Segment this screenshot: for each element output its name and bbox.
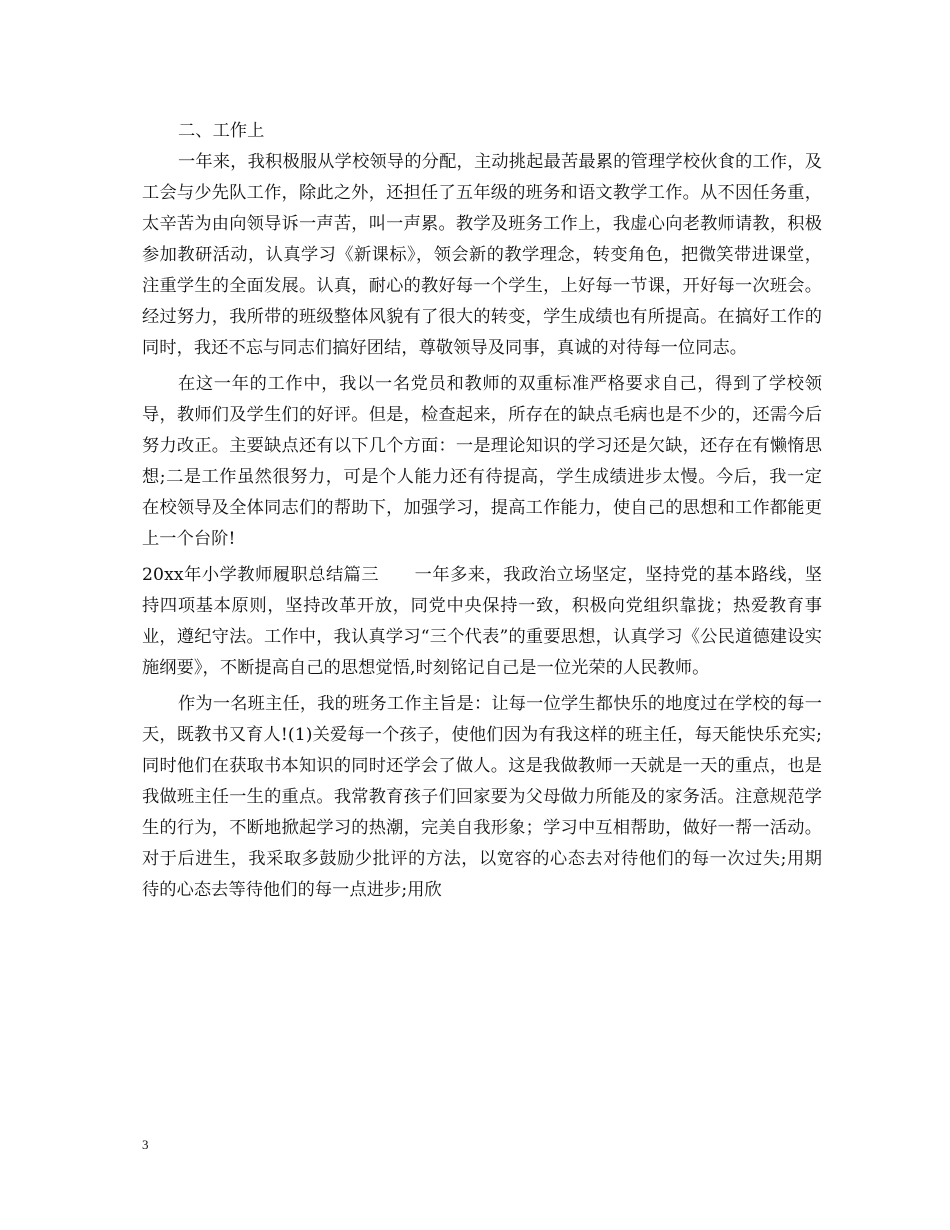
paragraph-shortcomings: 在这一年的工作中，我以一名党员和教师的双重标准严格要求自己，得到了学校领导，教师们及学生们的好评。但是，检查起来，所存在的缺点毛病也是不少的，还需今后努力改正。主要缺点还有以下几个方面：一是理论知识的学习还是欠缺，还存在有懒惰思想;二是工作虽然很努力，可是个人能力还有待提高，学生成绩进步太慢。今后，我一定在校领导及全体同志们的帮助下，加强学习，提高工作能力，使自己的思想和工作都能更上一个台阶! [142, 374, 822, 549]
page-number: 3 [142, 1137, 149, 1152]
paragraph-work-summary: 一年来，我积极服从学校领导的分配，主动挑起最苦最累的管理学校伙食的工作，及工会与少先队工作，除此之外，还担任了五年级的班务和语文教学工作。从不因任务重，太辛苦为由向领导诉一声苦，叫一声累。教学及班务工作上，我虚心向老教师请教，积极参加教研活动，认真学习《新课标》，领会新的教学理念，转变角色，把微笑带进课堂，注重学生的全面发展。认真，耐心的教好每一个学生，上好每一节课，开好每一次班会。经过努力，我所带的班级整体风貌有了很大的转变，学生成绩也有所提高。在搞好工作的同时，我还不忘与同志们搞好团结，尊敬领导及同事，真诚的对待每一位同志。 [142, 152, 822, 358]
paragraph-part-three: 20xx年小学教师履职总结篇三 一年多来，我政治立场坚定，坚持党的基本路线，坚持四项基本原则，坚持改革开放，同党中央保持一致，积极向党组织靠拢；热爱教育事业，遵纪守法。工作中，我认真学习“三个代表”的重要思想，认真学习《公民道德建设实施纲要》，不断提高自己的思想觉悟,时刻铭记自己是一位光荣的人民教师。 [142, 565, 822, 678]
section-heading: 二、工作上 [178, 121, 265, 141]
document-body [142, 116, 822, 906]
paragraph-class-teacher: 作为一名班主任，我的班务工作主旨是：让每一位学生都快乐的地度过在学校的每一天，既教书又育人!(1)关爱每一个孩子，使他们因为有我这样的班主任，每天能快乐充实;同时他们在获取书本知识的同时还学会了做人。这是我做教师一天就是一天的重点，也是我做班主任一生的重点。我常教育孩子们回家要为父母做力所能及的家务活。注意规范学生的行为，不断地掀起学习的热潮，完美自我形象；学习中互相帮助，做好一帮一活动。对于后进生，我采取多鼓励少批评的方法，以宽容的心态去对待他们的每一次过失;用期待的心态去等待他们的每一点进步;用欣 [142, 694, 822, 900]
